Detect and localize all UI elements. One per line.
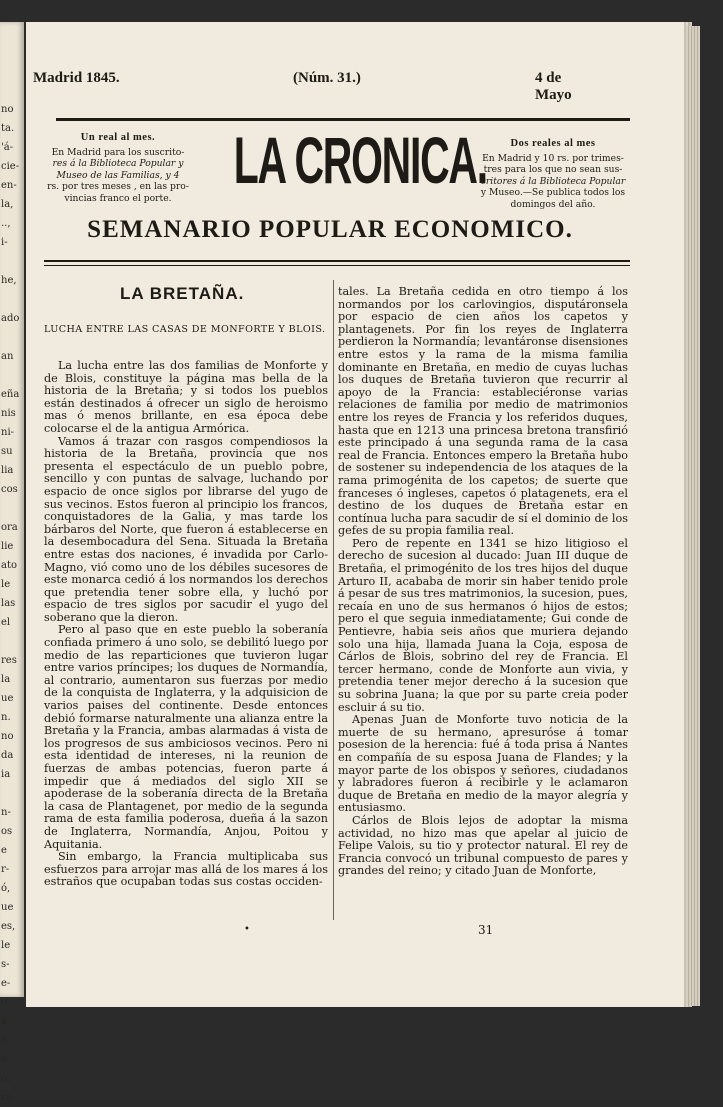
previous-page-fragment: no — [1, 104, 14, 115]
previous-page-fragment: la — [1, 674, 11, 685]
previous-page-fragment: ue — [1, 693, 14, 704]
article-heading: LA BRETAÑA. — [120, 284, 245, 303]
left-price-line: res á la Biblioteca Popular y — [52, 158, 184, 169]
previous-page-fragment: ia — [1, 769, 11, 780]
previous-page-fragment: os — [1, 826, 13, 837]
previous-page-fragment: su — [1, 446, 13, 457]
paragraph: tales. La Bretaña cedida en otro tiempo á los normandos por los carlovingios, disputáronsela por espacio de cien años los capetos y plantagenets. Por fin los reyes de Inglaterra perdieron la Normandía; levantáronse disensiones entre estos y la rama de la misma familia dominante en Bretaña, en medio de cuyas luchas los duques de Bretaña tuvieron que recurrir al apoyo de la Francia: estableciéronse varias relaciones de familia por medio de matrimonios entre los reyes de Francia y los referidos duques, hasta que en 1213 una princesa bretona transfirió este principado á una segunda rama de la casa real de Francia. Entonces empero la Bretaña hubo de sostener su independencia de los ataques de la rama primogénita de los capetos; de suerte que franceses ó ingleses, capetos ó platagenets, era el destino de los duques de Bretaña estar en contínua lucha para sacudir de sí el dominio de los gefes de su propia familia real. — [338, 285, 628, 538]
previous-page-fragment: n- — [1, 807, 11, 818]
paragraph: Pero al paso que en este pueblo la soberanía confiada primero á uno solo, se debilitó luego por medio de las reparticiones que tuvieron lugar entre varios príncipes; los duques de Normandía, al contrario, aumentaron sus fuerzas por medio de la conquista de Inglaterra, y la adquisicion de varios paises del continente. Desde entonces debió formarse naturalmente una alianza entre la Bretaña y la Francia, ambas alarmadas á vista de los progresos de sus ambiciosos vecinos. Pero ni esta identidad de intereses, ni la reunion de fuerzas de ambas potencias, fueron parte á impedir que á mediados del siglo XII se apoderase de la soberanía directa de la Bretaña la casa de Plantagenet, por medio de la segunda rama de esta familia poderosa, dueña á la sazon de Inglaterra, Normandía, Anjou, Poitou y Aquitania. — [44, 623, 328, 851]
previous-page-fragment: an — [1, 351, 14, 362]
previous-page-fragment: no — [1, 731, 14, 742]
printer-mark: • — [244, 924, 250, 935]
newspaper-title: LA CRONICA. — [233, 123, 487, 197]
previous-page-fragment: le — [1, 579, 11, 590]
previous-page-fragment: n — [1, 1035, 8, 1046]
right-price-line: En Madrid y 10 rs. por trimes- — [482, 152, 624, 164]
issue-date: 4 de Mayo — [535, 70, 572, 103]
previous-page-fragment: .., — [1, 218, 11, 229]
previous-page-fragment: ro — [1, 1092, 12, 1103]
page-number: 31 — [478, 923, 494, 937]
paragraph: Vamos á trazar con rasgos compendiosos la historia de la Bretaña, provincia que nos presenta el espectáculo de un pueblo pobre, sencillo y con puntas de salvage, luchando por espacio de once siglos por librarse del yugo de sus vecinos. Estos fueron al principio los francos, conquistadores de la Galia, y mas tarde los bárbaros del Norte, que fueron á establecerse en la desembocadura del Sena. Situada la Bretaña entre estas dos naciones, é invadida por Carlo-Magno, vió como uno de los débiles sucesores de este monarca cedió á los normandos los derechos que pretendia tener sobre ella, y luchó por espacio de tres siglos por sacudir el yugo del soberano que la dieron. — [44, 434, 328, 624]
previous-page-fragment: res — [1, 655, 17, 666]
masthead-date: Madrid 1845. — [33, 70, 120, 86]
previous-page-fragment: el — [1, 617, 11, 628]
previous-page-fragment: o, — [1, 997, 11, 1008]
previous-page-fragment — [0, 499, 24, 518]
previous-page-fragment: ó, — [1, 883, 11, 894]
previous-page-fragment: s- — [1, 959, 10, 970]
right-text-column — [338, 286, 628, 920]
previous-page-fragment: lie — [1, 541, 14, 552]
previous-page-fragment: cie- — [1, 161, 20, 172]
page-stack-edge — [686, 26, 700, 1006]
left-price-heading: Un real al mes. — [80, 132, 156, 143]
previous-page-fragment: 'á- — [1, 142, 14, 153]
right-price-line: domingos del año. — [510, 198, 596, 210]
left-price-line: rs. por tres meses , en las pro- — [47, 181, 189, 192]
paragraph: Sin embargo, la Francia multiplicaba sus esfuerzos para arrojar mas allá de los mares á los estraños que ocupaban todas sus costas occiden- — [44, 850, 328, 889]
left-text-column — [44, 360, 328, 920]
paragraph: La lucha entre las dos familias de Monforte y de Blois, constituye la página mas bella de la historia de la Bretaña; y si todos los pueblos están destinados á ofrecer un siglo de heroismo mas ó menos brillante, en esa época debe colocarse el de la antigua Armórica. — [44, 359, 328, 435]
previous-page-fragment — [0, 328, 24, 347]
issue-number: (Núm. 31.) — [293, 70, 361, 86]
previous-page-fragment: lia — [1, 465, 14, 476]
previous-page-fragment: i- — [1, 237, 8, 248]
paragraph: Apenas Juan de Monforte tuvo noticia de la muerte de su hermano, apresuróse á tomar posesion de la herencia: fué á toda prisa á Nantes en compañía de su esposa Juana de Flandes; y la mayor parte de los obispos y señores, ciudadanos y labradores fueron á recibirle y le aclamaron duque de Bretaña en medio de la mayor alegría y entusiasmo. — [338, 713, 628, 815]
previous-page-text — [0, 22, 24, 1107]
left-price-block — [44, 132, 192, 204]
previous-page-fragment: eña — [1, 389, 20, 400]
paragraph: Pero de repente en 1341 se hizo litigioso el derecho de sucesion al ducado: Juan III duque de Bretaña, el primogénito de los tres hijos del duque Arturo II, acababa de morir sin haber tenido prole á pesar de sus tres matrimonios, la sucesion, pues, recaía en uno de sus hermanos ó hijos de estos; pero el que seguia inmediatamente; Gui conde de Pentievre, habia seis años que muriera dejando solo una hija, llamada Juana la Coja, esposa de Cárlos de Blois, sobrino del rey de Francia. El tercer hermano, conde de Monforte aun vivia, y pretendia tener mejor derecho á la sucesion que su sobrina Juana; la que por su parte creia poder escluir á su tio. — [338, 536, 628, 714]
previous-page-fragment — [0, 290, 24, 309]
right-price-line: tres para los que no sean sus- — [483, 164, 623, 175]
left-price-line: En Madrid para los suscrito- — [51, 146, 185, 158]
previous-page-fragment: nis — [1, 408, 16, 419]
previous-page-fragment: r- — [1, 864, 10, 875]
previous-page-fragment — [0, 784, 24, 803]
previous-page-fragment: le — [1, 940, 11, 951]
paragraph: Cárlos de Blois lejos de adoptar la misma actividad, no hizo mas que apelar al juicio de Felipe Valois, su tio y protector natural. El rey de Francia convocó un tribunal compuesto de pares y grandes del reino; y citado Juan de Monforte, — [338, 813, 628, 878]
previous-page-fragment: ue — [1, 902, 14, 913]
article-subheading: LUCHA ENTRE LAS CASAS DE MONFORTE Y BLOIS. — [44, 324, 326, 335]
previous-page-fragment: e- — [1, 1054, 11, 1065]
previous-page-fragment: cos — [1, 484, 18, 495]
left-price-line: vincias franco el porte. — [64, 192, 172, 204]
masthead-rule-thin — [44, 265, 630, 266]
left-price-line: Museo de las Familias, y 4 — [56, 169, 180, 181]
previous-page-fragment: ta. — [1, 123, 15, 134]
right-price-line: critores á la Biblioteca Popular — [480, 175, 626, 187]
previous-page-fragment: ato — [1, 560, 18, 571]
previous-page-fragment: n. — [1, 712, 11, 723]
masthead-rule-bottom — [44, 260, 630, 262]
previous-page-fragment: la, — [1, 199, 14, 210]
previous-page-fragment: da — [1, 750, 14, 761]
column-divider — [333, 280, 334, 920]
right-price-block — [474, 138, 632, 210]
previous-page-fragment: e- — [1, 978, 11, 989]
previous-page-fragment: ó, — [1, 1073, 11, 1084]
previous-page-fragment: es, — [1, 921, 16, 932]
previous-page-fragment: las — [1, 598, 16, 609]
previous-page-fragment: ado — [1, 313, 20, 324]
right-price-line: y Museo.—Se publica todos los — [480, 187, 626, 198]
previous-page-edge — [0, 22, 24, 1103]
newspaper-subtitle: SEMANARIO POPULAR ECONOMICO. — [87, 216, 573, 243]
right-price-heading: Dos reales al mes — [510, 138, 596, 149]
previous-page-fragment: he, — [1, 275, 17, 286]
previous-page-fragment: ni- — [1, 427, 15, 438]
previous-page-fragment: a- — [1, 1016, 11, 1027]
previous-page-fragment: e — [1, 845, 7, 856]
previous-page-fragment: en- — [1, 180, 17, 191]
previous-page-fragment — [0, 366, 24, 385]
previous-page-fragment: ora — [1, 522, 18, 533]
previous-page-fragment — [0, 252, 24, 271]
previous-page-fragment — [0, 632, 24, 651]
